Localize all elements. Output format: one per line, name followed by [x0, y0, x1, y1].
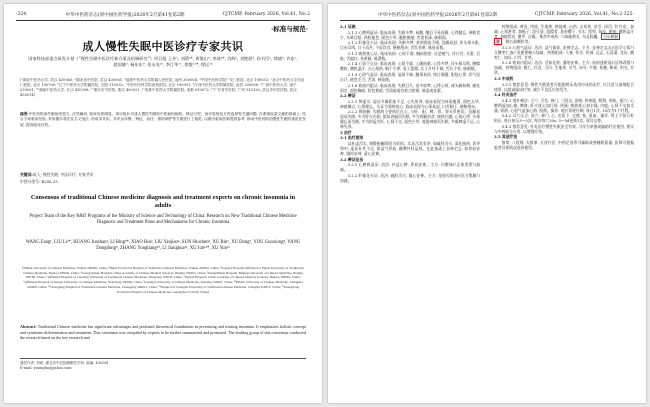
abstract-text-cn: 中医药防治失眠病史悠久, 疗效确切, 临床优势明显。项目组针对成人慢性失眠的中医病因病机、辨证分型、治疗原则及方药选择等关键问题, 在系统检索文献的基础上, 结合专家临床经验, 采用德尔菲法及名义组法, 形成本共识。共识从诊断、辨证、治疗、预防调护等方面进行了规范, 以期为临床医师提供参考, 推动中医药防治慢性失眠的规范化发展, 提高临床疗效。 [20, 112, 306, 127]
keywords-label: 关键词: [20, 172, 33, 177]
section-heading: 3.2 辨证论治 [340, 156, 364, 162]
text-column-1 [340, 24, 480, 395]
affiliations-en: (¹Hubei University of Chinese Medicine, Wuhan 430065, China; ²Hubei Provincial Hospital of Traditional Chinese Medicine, Wuhan 430061, China; ³People's Hospital Affiliated to Fujian University of Traditional Chinese Medicine, Fuzhou 350004, China; ⁴Guang'anmen Hospital, China Academy of Chinese Medical Sciences, Beijing 100053, China; ⁵Dongzhimen Hospital, Beijing University of Chinese Medicine, Beijing 100700, China; ⁶Affiliated Hospital of Liaoning University of Traditional Chinese Medicine, Shenyang 110032, China; ⁷Xiyuan Hospital, China Academy of Chinese Medical Sciences, Beijing 100091, China; ⁸Affiliated Hospital of Jiangxi University of Chinese Medicine, Nanchang 330006, China; ⁹Guangxi University of Chinese Medicine, Nanning 530001, China; ¹⁰Hunan University of Chinese Medicine, Changsha 410208, China; ¹¹Chongqing Hospital of Traditional Chinese Medicine, Chongqing 400021, China; ¹²Hospital of Chengdu University of Traditional Chinese Medicine, Chengdu 610072, China; ¹³Guangdong Provincial Hospital of Chinese Medicine, Guangzhou 510120, China) [22, 266, 304, 294]
paragraph: 2.1.2 肝郁化火证: 临床表现: 失眠多梦, 甚则彻夜不眠, 急躁易怒, 伴头晕头胀, 目赤耳鸣, 口干而苦, 不思饮食, 便秘溲赤; 舌红苔黄, 脉弦而数。 [340, 40, 480, 51]
section-heading: 2.2 辨证 [340, 93, 356, 99]
journal-issue: CJTCMP, February 2026, Vol.41, No.2 [222, 12, 310, 17]
page-left [4, 4, 322, 403]
section-heading: 3.1 治疗原则 [340, 135, 364, 141]
paragraph: 3.4.3 推荐意见: 针灸治疗慢性失眠安全有效, 可作为单独或辅助疗法使用, 建议与中药联合应用, 以增强疗效。 [494, 123, 634, 134]
running-head-right [340, 12, 634, 21]
highlighted-term[interactable]: 囊 [496, 39, 500, 45]
abstract-cn [20, 112, 306, 128]
article-title-en: Consensus of traditional Chinese medicine diagnosis and treatment experts on chronic insomnia in adults [30, 194, 296, 210]
paragraph: 2.1.3 痰热扰心证: 临床表现: 心烦不寐, 胸闷脘痞, 泛恶嗳气, 伴口苦, 头重, 目眩; 舌偏红, 苔黄腻, 脉滑数。 [340, 50, 480, 61]
abstract-en [20, 324, 306, 341]
section-heading: 2.1 证候 [340, 24, 356, 29]
paragraph: 以补虚泻实, 调整脏腑阴阳为原则。实证泻其有余, 如疏肝泻火, 清化痰热, 消导和中; 虚证补其不足, 如益气养血, 健脾补肝益肾。在此基础上安神定志, 如养血安神, 镇惊安神, 清心安神。 [340, 141, 480, 157]
paragraph: 3.2.6 瘀血内阻证: 治法: 活血化瘀, 通络安神。主方: 血府逐瘀汤(《医林改错》)加减。药物组成: 桃仁, 红花, 当归, 生地黄, 川芎, 赤芍, 牛膝, 桔梗, 柴胡, 枳壳, 甘草。 [494, 60, 634, 76]
project-team-en: Project Team of the Key R&D Programs of the Ministry of Science and Technology of China: Research on New Traditional Chinese Medicine Diagnosis and Treatment Plans and Mechanisms for Chronic Insomnia [29, 214, 297, 226]
paragraph: 2.2.1 辨虚实: 虚证多属阴血不足, 心失所养, 临床表现为体质瘦弱, 面色无华, 神疲懒言, 心悸健忘。实证为邪热扰心, 临床表现为心烦易怒, 口苦咽干, 便秘溲赤。 [340, 98, 480, 109]
journal-title: 中华中医药杂志(原中国医药学报)2026年2月第41卷第2期 [65, 13, 185, 18]
authors-en: WANG Fang¹, LIU Li²*, HUANG Junshan³, LI Bing²*, XIAO Hui², LIU Yanjiao⁴, SUN Shuchen⁵, XU Bin⁶, XU Dong⁷, YOU Guoxiong⁸, YANG Dongdong⁹, ZHANG Yongliang¹⁰, LI Jianghua¹¹, XU Jun¹²*, XU Yun¹³ [25, 240, 301, 252]
paragraph: 2.1.6 瘀血内阻证: 临床表现: 失眠日久, 夜多惊梦, 心悸心烦, 或头痛如刺, 痛处固定, 面色晦暗, 唇色紫暗; 舌质暗或有瘀点瘀斑, 脉涩或弦紧。 [340, 82, 480, 93]
footnote-line: E-mail: youngliu@yahoo.com [20, 366, 72, 371]
keywords-text: 成人; 慢性失眠; 中医诊疗; 专家共识 [32, 172, 94, 177]
page-number: ·324· [16, 12, 28, 17]
paragraph: 2.1.1 心脾两虚证: 临床表现: 失眠多梦, 易醒, 醒后不易再睡, 心悸健忘, 神疲食少, 头晕目眩, 四肢倦怠, 面色少华, 腹胀便溏; 舌淡苔薄, 脉细弱。 [340, 29, 480, 40]
section-heading: 3 治疗 [340, 129, 352, 135]
paragraph: 2.1.4 心肾不交证: 临床表现: 心烦不寐, 入睡困难, 心悸多梦, 伴头晕耳鸣, 腰膝酸软, 潮热盗汗, 五心烦热, 咽干少津, 男子遗精, 女子月经不调; 舌红少苔, 脉细数。 [340, 61, 480, 72]
journal-title: 中华中医药杂志(原中国医药学报)2026年2月第41卷第2期 [377, 13, 497, 18]
keywords-cn [20, 172, 306, 178]
clc-number: 中图分类号: R256.23 [20, 179, 58, 184]
section-heading: 3.5 其他疗法 [494, 134, 518, 140]
highlighted-term[interactable]: 百乐眠胶 [603, 34, 619, 40]
paragraph: 3.2.1 心脾两虚证: 治法: 补益心脾, 养血安神。主方: 归脾汤(《正体类要》)加减。 [340, 162, 480, 173]
paragraph: 2.1.5 心胆气虚证: 临床表现: 虚烦不寐, 触事易惊, 终日惕惕, 胆怯心悸, 伴气短自汗, 倦怠乏力; 舌淡, 脉弦细。 [340, 71, 480, 82]
paragraph-text: 、刺五加颗粒等。 [501, 39, 533, 45]
running-head-left [16, 12, 310, 21]
journal-issue: CJTCMP, February 2026, Vol.41, No.2 [534, 12, 623, 17]
paragraph: 3.2.5 心胆气虚证: 治法: 益气镇惊, 安神定志。主方: 安神定志丸(《医学心悟》)合酸枣仁汤(《金匮要略》)加减。药物组成: 人参, 茯苓, 茯神, 远志, 石菖蒲, 龙齿, 酸枣仁, 知母, 川芎, 甘草。 [494, 44, 634, 60]
section-heading: 3.4 针灸治疗 [494, 92, 518, 98]
text-column-2 [494, 24, 634, 395]
paragraph [494, 24, 634, 44]
abstract-label-cn: 摘要: [20, 112, 29, 116]
footnote [20, 358, 306, 372]
paragraph: 推拿, 八段锦, 太极拳, 五音疗法, 中药足浴等可辅助改善睡眠质量, 医师可根据患者具体情况选择使用。 [494, 140, 634, 151]
paragraph: 3.4.2 耳穴压豆: 选穴: 神门, 心, 皮质下, 交感, 枕, 垂前。操作: 用王不留行籽贴压, 每日按压3～5次, 每次每穴30s, 3～5d更换1次, 双耳交替。 [494, 113, 634, 124]
paragraph: 3.3.1 推荐意见: 慢性失眠患者可根据辨证选用中成药治疗, 应注意与汤剂配合使用, 以提高临床疗效, 减少不良反应的发生。 [494, 81, 634, 92]
footnote-line: 通信作者: 刘莉, 湖北省中医院睡眠医学科, 邮编: 430061 [20, 361, 109, 365]
page-right [328, 4, 646, 403]
paragraph-text: 药物组成: 黄连, 肉桂, 生地黄, 熟地黄, 山药, 山茱萸, 茯苓, 泽泻, 牡丹皮。加减: 心烦甚者, 加栀子, 淡豆豉; 遗精者, 加金樱子, 芡实, 莲须, 知母, 黄柏; 潮热盗汗者, 加地骨皮, 鳖甲, 白薇。推荐中成药: 六味地黄丸, 乌灵胶囊、 [494, 24, 634, 40]
abstract-text-en: Traditional Chinese medicine has significant advantages and profound theoretical foundations in preventing and treating insomnia. It emphasizes holistic concept and syndrome differentiation and treatment. This consensus was compiled by experts to be further summarized and promoted. The drafting group of this consensus conducted the research based on the key research and [20, 324, 306, 341]
paragraph: 2.2.2 辨脏腑: 失眠的主要病位在心, 与肝、胆、脾、胃、肾关系密切。急躁易怒而失眠, 多为肝火内扰; 脘闷苔腻而失眠, 多为胃腑宿食, 痰热内盛; 心烦心悸, 头晕健忘而失眠, 多为阴虚火旺, 心肾不交; 面色少华, 肢倦神疲而失眠, 多属脾虚不运, 心神失养。 [340, 109, 480, 130]
paragraph: 3.4.1 毫针刺法: 主穴: 百会, 神门, 三阴交, 安眠, 四神聪, 照海, 申脉。配穴: 心脾两虚加心俞, 脾俞; 肝火扰心加行间, 侠溪; 痰热扰心加丰隆, 内庭; 心肾不交加太溪, 肾俞; 心胆气虚加心俞, 胆俞。操作: 毫针常规针刺, 每日1次, 10次为1个疗程。 [494, 97, 634, 113]
section-tag: ·标准与规范· [270, 25, 308, 33]
article-title-cn: 成人慢性失眠中医诊疗专家共识 [82, 40, 244, 53]
abstract-label-en: Abstract: [20, 324, 37, 329]
affiliations-cn: (¹湖北中医药大学, 武汉 430065; ²湖北省中医院, 武汉 430061; ³福建中医药大学附属人民医院, 福州 350004; ⁴中国中医科学院广安门医院, 北京 100053; ⁵北京中医药大学东直门医院, 北京 100700; ⁶辽宁中医药大学附属医院, 沈阳 110032; ⁷中国中医科学院西苑医院, 北京 100091; ⁸江西中医药大学附属医院, 南昌 330006; ⁹广西中医药大学, 南宁 530001; ¹⁰湖南中医药大学, 长沙 410208; ¹¹重庆市中医院, 重庆 400021; ¹²成都中医药大学附属医院, 成都 610072; ¹³广东省中医院, 广州 510120; 武汉市中医医院, 武汉 430014) [20, 78, 305, 97]
authors-cn: 国家科技部重点研发计划《“慢性失眠中医诊疗新方案及机制研究”》项目组 王芳¹, 刘莉²*, 黄俊山³, 李冰²*, 肖辉², 刘艳骄⁴, 孙书臣⁵, 徐斌⁶, 许东⁷, 游国雄⁸, 杨东东⁹, 张永亮¹⁰, 李江华¹¹, 徐俊¹²*, 徐运¹³ [28, 56, 298, 67]
section-heading: 3.3 中成药 [494, 75, 514, 81]
paragraph: 3.2.2 肝郁化火证: 治法: 疏肝泻火, 镇心安神。主方: 龙胆泻肝汤(《医方集解》)加减。 [340, 172, 480, 183]
page-number: ·325· [622, 12, 634, 17]
